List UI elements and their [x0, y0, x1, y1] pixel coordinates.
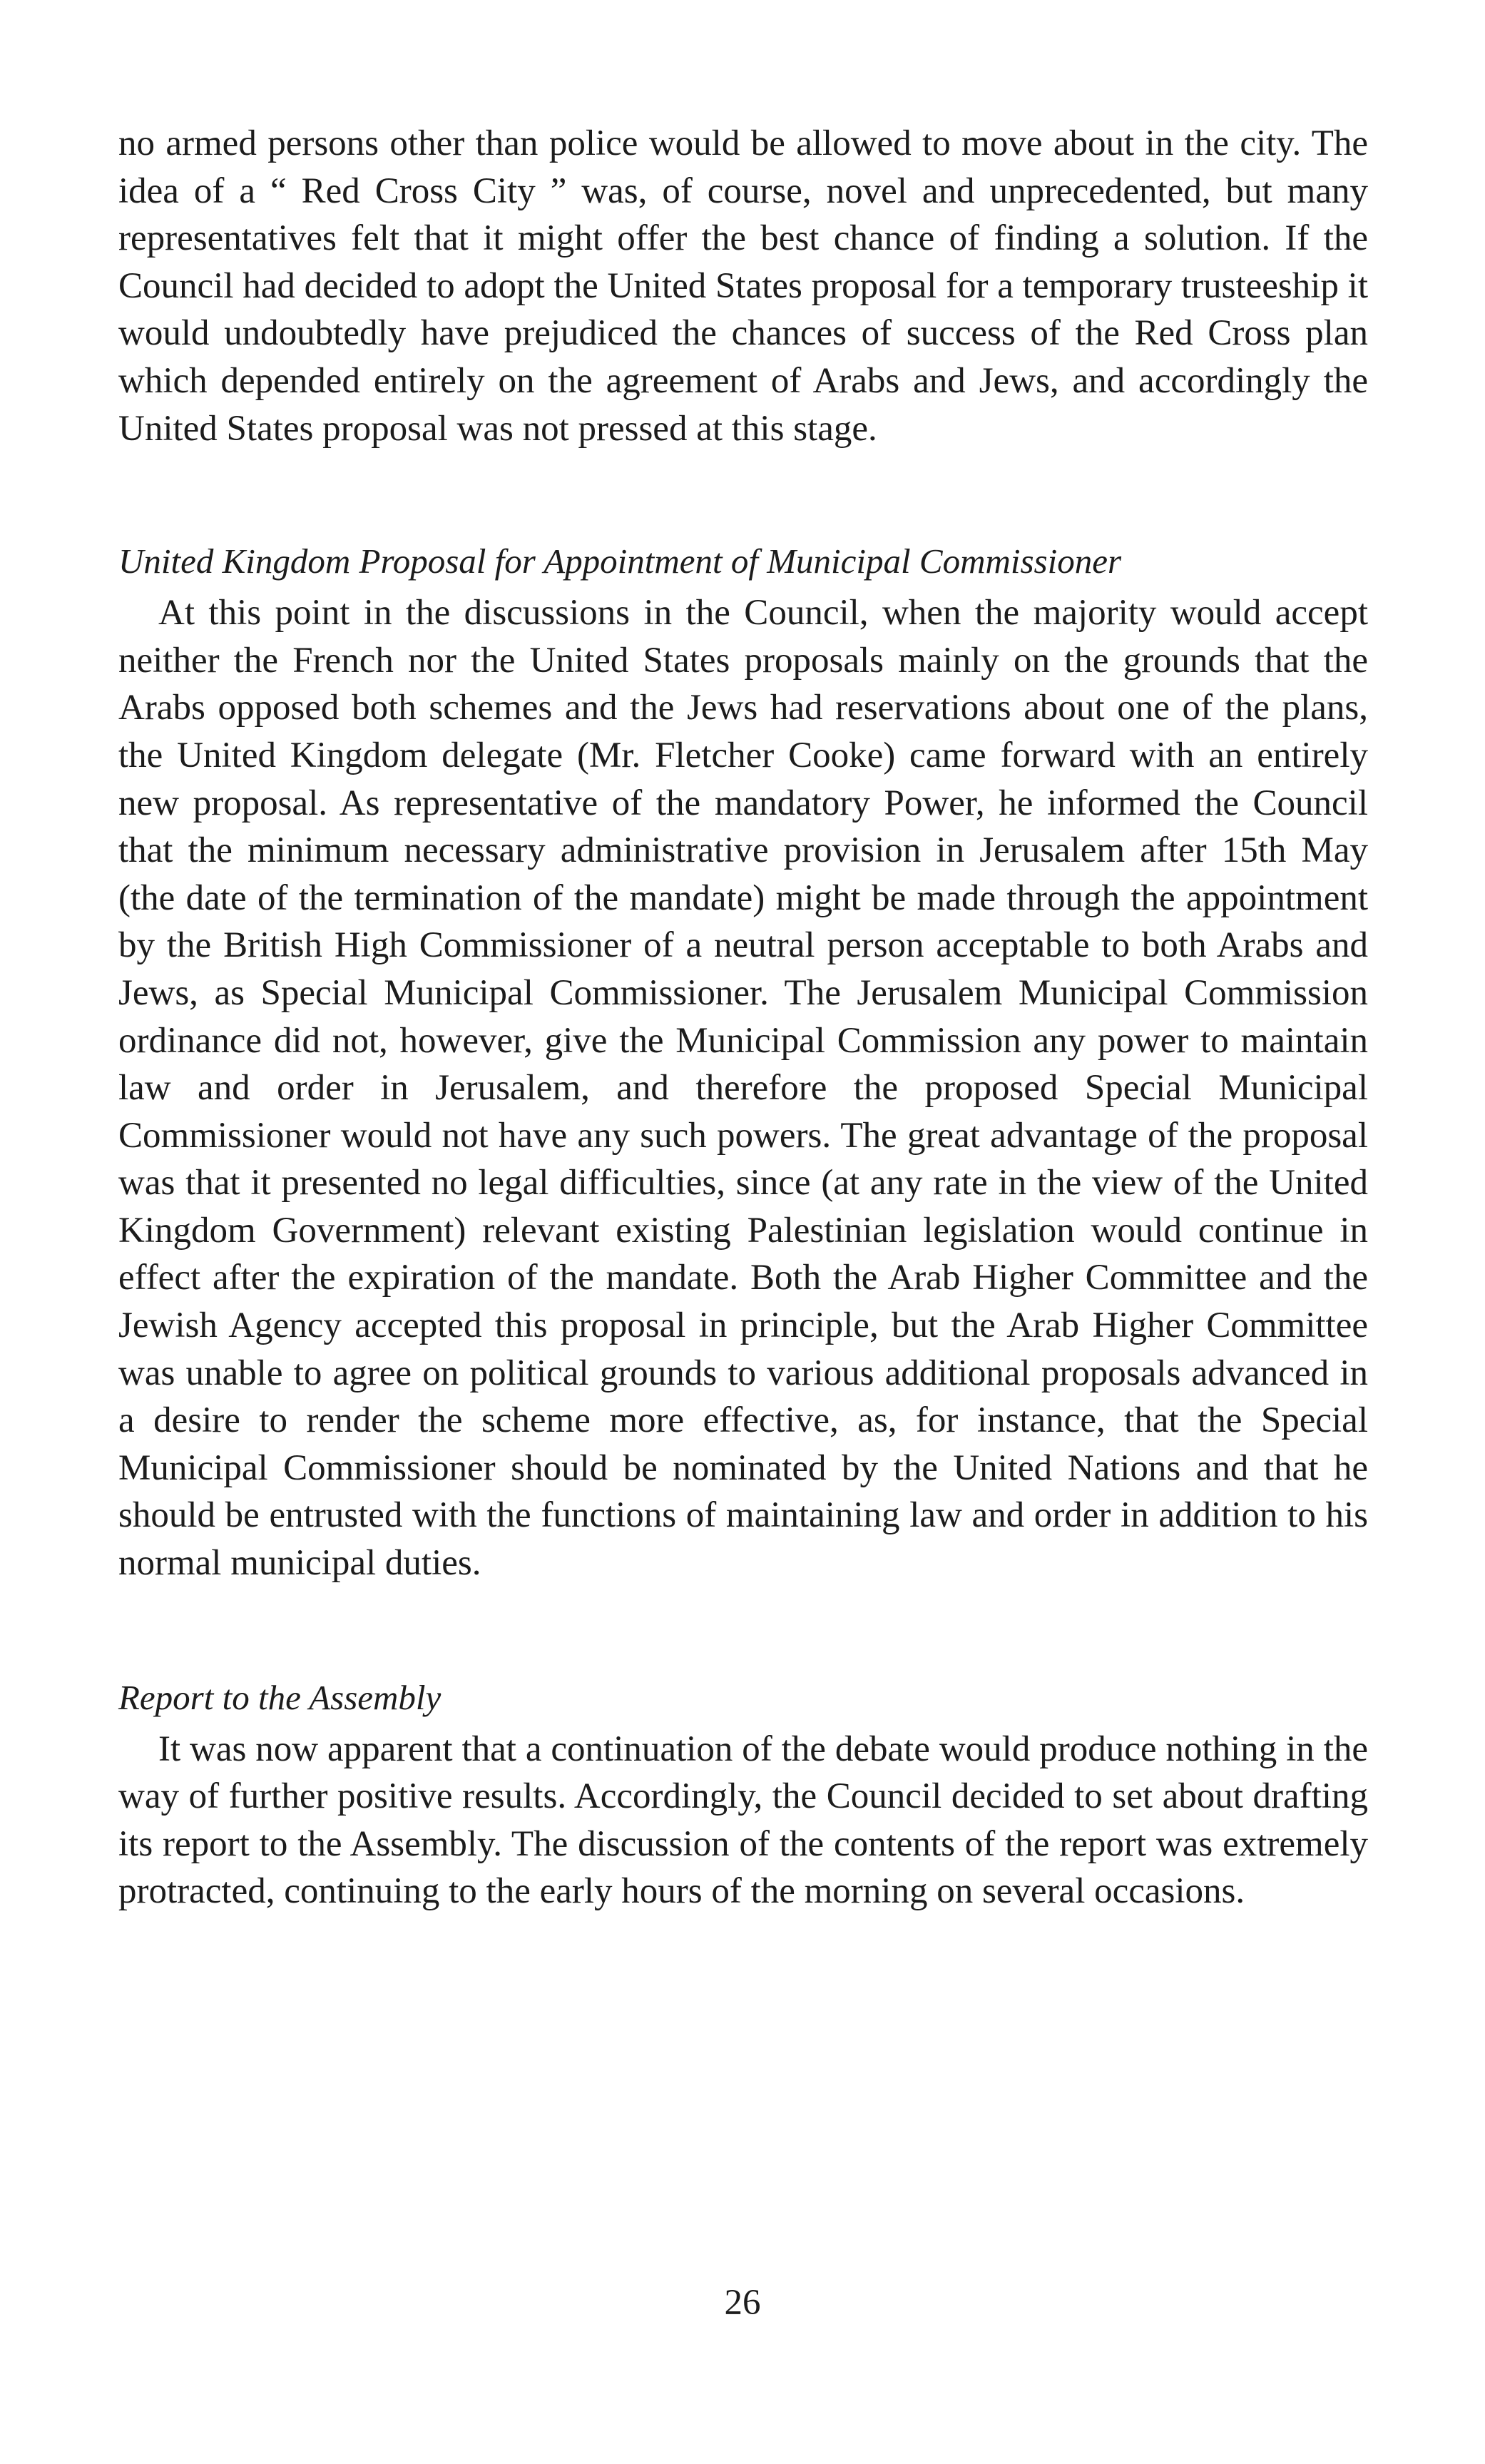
document-page	[118, 120, 1368, 1915]
body-paragraph: no armed persons other than police would be allowed to move about in the city. The idea of a “ Red Cross City ” was, of course, novel and unprecedented, but many representatives felt that it might offer the best chance of finding a solution. If the Council had decided to adopt the United States proposal for a temporary trusteeship it would undoubtedly have prejudiced the chances of success of the Red Cross plan which depended entirely on the agreement of Arabs and Jews, and accordingly the United States proposal was not pressed at this stage.	[118, 123, 1368, 449]
page-number: 26	[724, 2283, 761, 2323]
section-heading: United Kingdom Proposal for Appointment of Municipal Commissioner	[118, 541, 1122, 581]
body-paragraph: It was now apparent that a continuation of the debate would produce nothing in the way of further positive results. Accordingly, the Council decided to set about drafting its report to the Assembly. The discussion of the contents of the report was extremely protracted, continuing to the early hours of the morning on several occasions.	[118, 1729, 1368, 1912]
body-paragraph: At this point in the discussions in the Council, when the majority would accept neither the French nor the United States proposals mainly on the grounds that the Arabs opposed both schemes and the Jews had reservations about one of the plans, the United Kingdom delegate (Mr. Fletcher Cooke) came forward with an entirely new proposal. As representative of the mandatory Power, he informed the Council that the minimum necessary administrative provision in Jerusalem after 15th May (the date of the termination of the mandate) might be made through the appointment by the British High Commissioner of a neutral person acceptable to both Arabs and Jews, as Special Municipal Commissioner. The Jerusalem Municipal Commission ordinance did not, however, give the Municipal Commission any power to maintain law and order in Jerusalem, and therefore the proposed Special Municipal Commissioner would not have any such powers. The great advantage of the proposal was that it presented no legal difficulties, since (at any rate in the view of the United Kingdom Government) relevant existing Palestinian legislation would continue in effect after the expiration of the mandate. Both the Arab Higher Committee and the Jewish Agency accepted this proposal in principle, but the Arab Higher Committee was unable to agree on political grounds to various additional proposals advanced in a desire to render the scheme more effective, as, for instance, that the Special Municipal Commissioner should be nominated by the United Nations and that he should be entrusted with the functions of maintaining law and order in addition to his normal municipal duties.	[118, 593, 1368, 1584]
section-heading: Report to the Assembly	[118, 1677, 442, 1717]
